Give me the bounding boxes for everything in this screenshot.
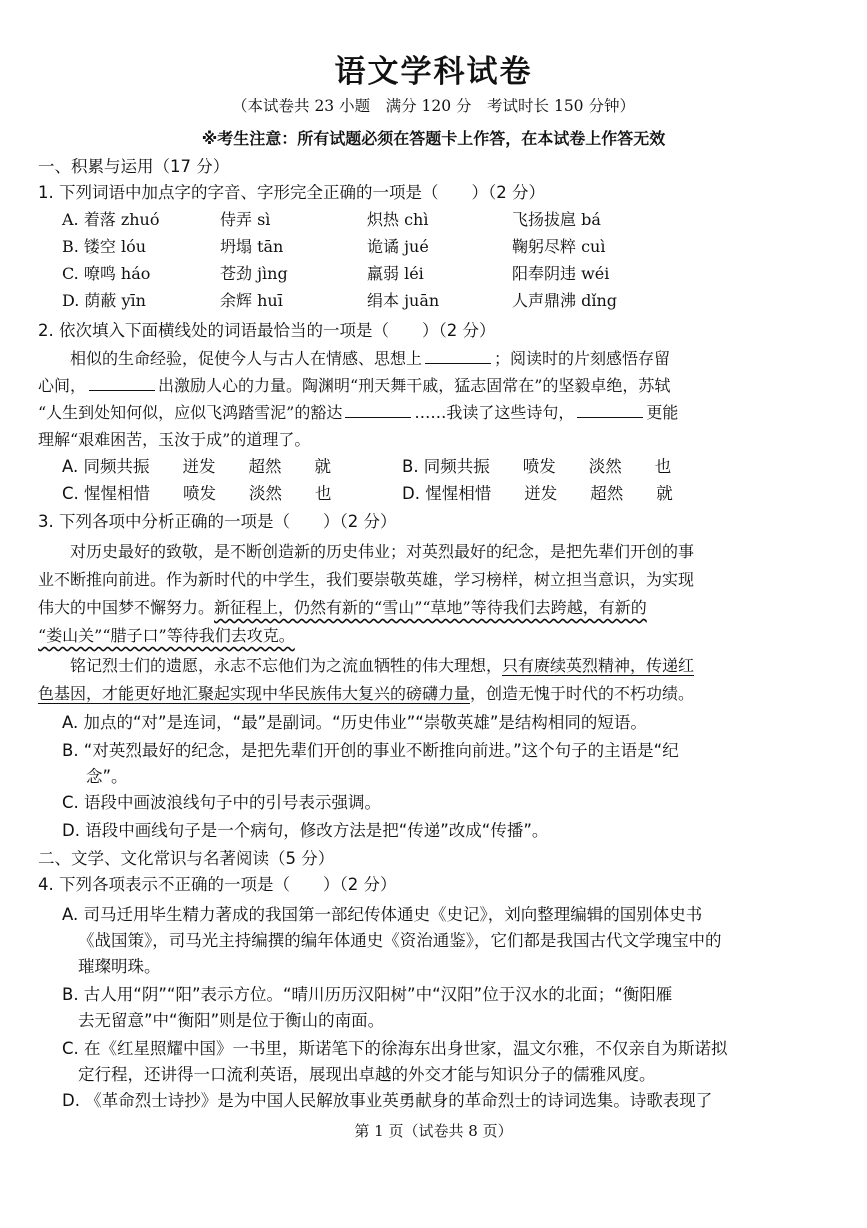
q2-text: 出激励人心的力量。陶渊明“刑天舞干戚，猛志固常在”的坚毅卓绝，苏轼: [158, 376, 671, 395]
answer-blank: [345, 416, 411, 418]
q1-option-a-4: 飞扬拔扈 bá: [512, 210, 601, 229]
q4-stem: 4. 下列各项表示不正确的一项是（ ）（2 分）: [38, 875, 397, 894]
q3-option-a: A. 加点的“对”是连词，“最”是副词。“历史伟业”“崇敬英雄”是结构相同的短语。: [62, 713, 647, 732]
q1-option-a-1: A. 着落 zhuó: [62, 210, 160, 229]
q3-stem: 3. 下列各项中分析正确的一项是（ ）（2 分）: [38, 512, 397, 531]
q3-option-b-cont: 念”。: [86, 767, 128, 786]
q4-option-c: C. 在《红星照耀中国》一书里，斯诺笔下的徐海东出身世家，温文尔雅，不仅亲自为斯诺拟: [62, 1039, 728, 1058]
q1-option-c-4: 阳奉阴违 wéi: [512, 264, 610, 283]
q2-passage-line-2: [38, 375, 670, 397]
q3-text: 伟大的中国梦不懈努力。: [38, 598, 215, 617]
q4-option-b: B. 古人用“阴”“阳”表示方位。“晴川历历汉阳树”中“汉阳”位于汉水的北面；“衡阳雁: [62, 985, 673, 1004]
q1-option-b-3: 诡谲 jué: [367, 237, 429, 256]
exam-notice: ※考生注意：所有试题必须在答题卡上作答，在本试卷上作答无效: [201, 129, 666, 148]
q3-para1-line-3: [38, 597, 647, 619]
q1-option-c-1: C. 嘹鸣 háo: [62, 264, 151, 283]
q3-wavy-sentence-cont: “娄山关”“腊子口”等待我们去攻克。: [38, 626, 295, 645]
q3-para1-line-1: 对历史最好的致敬，是不断创造新的历史伟业；对英烈最好的纪念，是把先辈们开创的事: [38, 542, 695, 561]
q2-text: “人生到处知何似，应似飞鸿踏雪泥”的豁达: [38, 403, 343, 422]
q3-underlined-sentence: 只有赓续英烈精神，传递红: [502, 656, 695, 675]
q2-option-b: B. 同频共振 喷发 淡然 也: [402, 457, 672, 476]
q2-text: 心间，: [38, 376, 87, 395]
q3-wavy-sentence: 新征程上，仍然有新的“雪山”“草地”等待我们去跨越，有新的: [214, 598, 647, 617]
q3-para2-line-2: [38, 683, 694, 705]
answer-blank: [89, 389, 155, 391]
answer-blank: [425, 362, 491, 364]
q3-text: ，创造无愧于时代的不朽功绩。: [470, 684, 695, 703]
q2-text: ……我读了这些诗句，: [414, 403, 575, 422]
q1-option-c-2: 苍劲 jìng: [220, 264, 288, 283]
q3-text: 铭记烈士们的遗愿，永志不忘他们为之流血牺牲的伟大理想，: [38, 656, 503, 675]
q4-option-a: A. 司马迁用毕生精力著成的我国第一部纪传体通史《史记》，刘向整理编辑的国别体史书: [62, 905, 703, 924]
q2-passage-line-1: [38, 348, 670, 370]
q2-text: ；阅读时的片刻感悟存留: [494, 349, 671, 368]
q3-underlined-sentence-cont: 色基因，才能更好地汇聚起实现中华民族伟大复兴的磅礴力量: [38, 684, 471, 703]
q1-option-d-1: D. 荫蔽 yīn: [62, 291, 146, 310]
q2-option-a: A. 同频共振 迸发 超然 就: [62, 457, 331, 476]
q3-option-b: B. “对英烈最好的纪念，是把先辈们开创的事业不断推向前进。”这个句子的主语是“纪: [62, 741, 679, 760]
q4-option-a-cont-1: 《战国策》，司马光主持编撰的编年体通史《资治通鉴》，它们都是我国古代文学瑰宝中的: [78, 931, 722, 950]
q4-option-b-cont: 去无留意”中“衡阳”则是位于衡山的南面。: [78, 1011, 385, 1030]
q3-para1-line-4: [38, 625, 295, 647]
q1-option-d-3: 绢本 juān: [367, 291, 440, 310]
q1-option-b-2: 坍塌 tān: [220, 237, 284, 256]
exam-title: 语文学科试卷: [334, 54, 533, 90]
q2-text: 相似的生命经验，促使今人与古人在情感、思想上: [38, 349, 423, 368]
q3-option-c: C. 语段中画波浪线句子中的引号表示强调。: [62, 793, 382, 812]
q1-option-a-3: 炽热 chì: [367, 210, 429, 229]
section-1-title: 一、积累与运用（17 分）: [38, 157, 230, 176]
q1-option-b-1: B. 镂空 lóu: [62, 237, 147, 256]
q1-option-d-2: 余辉 huī: [220, 291, 283, 310]
exam-subtitle: （本试卷共 23 小题 满分 120 分 考试时长 150 分钟）: [232, 97, 635, 115]
q1-option-b-4: 鞠躬尽粹 cuì: [512, 237, 606, 256]
q3-para1-line-2: 业不断推向前进。作为新时代的中学生，我们要崇敬英雄，学习榜样，树立担当意识，为实现: [38, 570, 695, 589]
page-footer: 第 1 页（试卷共 8 页）: [354, 1122, 513, 1140]
q1-option-d-4: 人声鼎沸 dǐng: [512, 291, 617, 310]
q1-stem: 1. 下列词语中加点字的字音、字形完全正确的一项是（ ）（2 分）: [38, 183, 545, 202]
q2-passage-line-3: [38, 402, 678, 424]
q3-para2-line-1: [38, 655, 694, 677]
q2-passage-line-4: 理解“艰难困苦，玉汝于成”的道理了。: [38, 430, 311, 449]
q2-option-c: C. 惺惺相惜 喷发 淡然 也: [62, 484, 332, 503]
answer-blank: [577, 416, 643, 418]
section-2-title: 二、文学、文化常识与名著阅读（5 分）: [38, 849, 335, 868]
q3-option-d: D. 语段中画线句子是一个病句，修改方法是把“传递”改成“传播”。: [62, 821, 549, 840]
q1-option-a-2: 侍弄 sì: [220, 210, 271, 229]
q1-option-c-3: 羸弱 léi: [367, 264, 424, 283]
q2-text: 更能: [646, 403, 679, 422]
q4-option-c-cont: 定行程，还讲得一口流利英语，展现出卓越的外交才能与知识分子的儒雅风度。: [78, 1065, 656, 1084]
q2-option-d: D. 惺惺相惜 迸发 超然 就: [402, 484, 673, 503]
q4-option-a-cont-2: 璀璨明珠。: [78, 957, 161, 976]
q2-stem: 2. 依次填入下面横线处的词语最恰当的一项是（ ）（2 分）: [38, 321, 496, 340]
q4-option-d: D. 《革命烈士诗抄》是为中国人民解放事业英勇献身的革命烈士的诗词选集。诗歌表现了: [62, 1091, 713, 1110]
